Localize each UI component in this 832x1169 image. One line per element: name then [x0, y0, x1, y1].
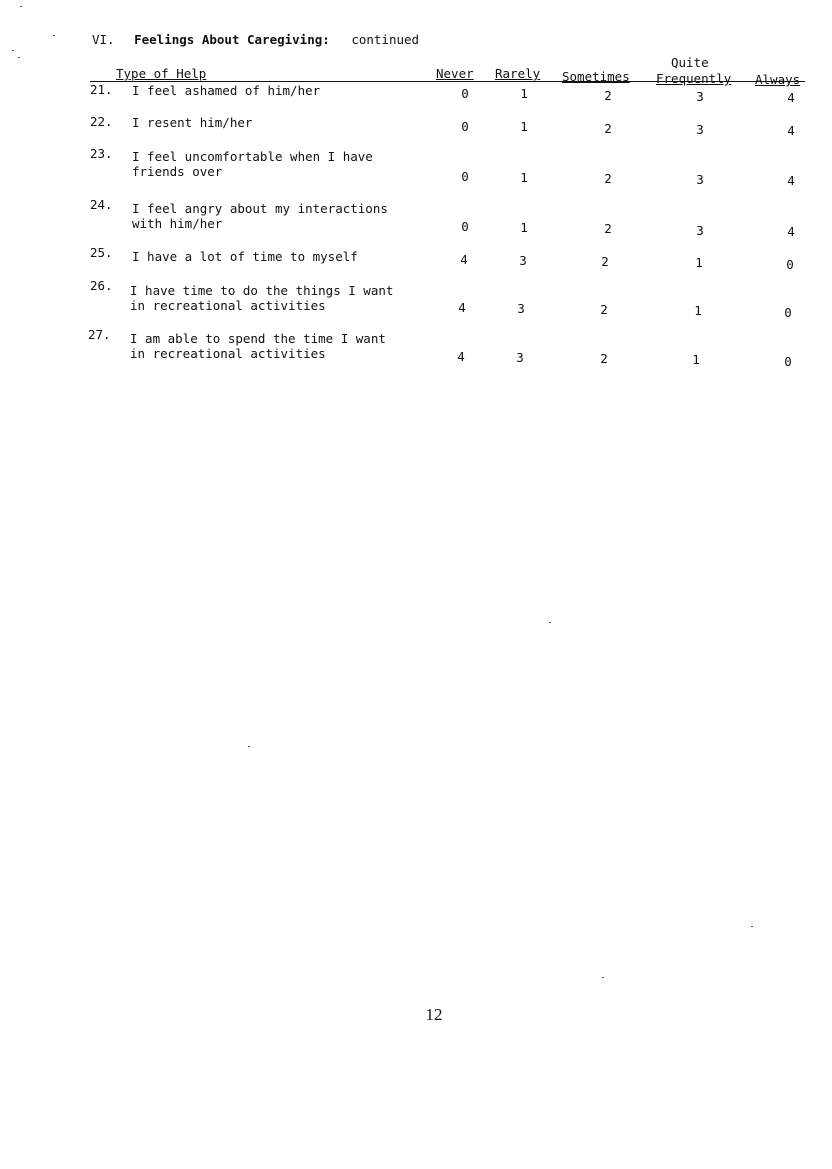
score-rarely: 1 — [520, 86, 528, 101]
score-never: 4 — [460, 252, 468, 267]
section-heading — [92, 32, 419, 47]
score-always: 4 — [787, 123, 795, 138]
item-number: 22. — [90, 114, 113, 129]
score-always: 4 — [787, 173, 795, 188]
score-sometimes: 2 — [604, 121, 612, 136]
score-never: 0 — [461, 86, 469, 101]
score-never: 0 — [461, 119, 469, 134]
score-quite-frequently: 1 — [692, 352, 700, 367]
item-text: I feel ashamed of him/her — [132, 83, 321, 98]
score-rarely: 3 — [517, 301, 525, 316]
scan-speck — [53, 35, 55, 36]
scan-speck — [12, 50, 14, 51]
section-title: Feelings About Caregiving: — [134, 32, 330, 47]
score-never: 0 — [461, 219, 469, 234]
scan-speck — [751, 926, 753, 927]
col-always-header: Always — [755, 72, 801, 87]
section-number: VI. — [92, 32, 115, 47]
score-rarely: 1 — [520, 119, 528, 134]
item-number: 25. — [90, 245, 113, 260]
score-quite-frequently: 3 — [696, 223, 704, 238]
item-text-continued: in recreational activities — [130, 298, 326, 313]
page-number: 12 — [425, 1005, 443, 1024]
item-number: 27. — [88, 327, 111, 342]
score-always: 0 — [784, 305, 792, 320]
item-text: I feel angry about my interactions — [132, 201, 388, 216]
item-text-continued: with him/her — [132, 216, 223, 231]
score-rarely: 3 — [516, 350, 524, 365]
col-rarely-header: Rarely — [495, 66, 541, 81]
score-rarely: 1 — [520, 220, 528, 235]
col-never-header: Never — [436, 66, 474, 81]
score-always: 4 — [787, 224, 795, 239]
col-quite-header: Quite — [671, 55, 709, 70]
item-text: I have time to do the things I want — [130, 283, 394, 298]
item-text: I feel uncomfortable when I have — [132, 149, 373, 164]
score-never: 4 — [458, 300, 466, 315]
score-rarely: 1 — [520, 170, 528, 185]
score-never: 0 — [461, 169, 469, 184]
score-sometimes: 2 — [604, 88, 612, 103]
scan-speck — [248, 746, 250, 747]
score-always: 0 — [784, 354, 792, 369]
score-quite-frequently: 3 — [696, 89, 704, 104]
score-sometimes: 2 — [604, 171, 612, 186]
item-text: I am able to spend the time I want — [130, 331, 386, 346]
item-number: 26. — [90, 278, 113, 293]
header-rule — [90, 81, 805, 82]
item-number: 23. — [90, 146, 113, 161]
item-text-continued: in recreational activities — [130, 346, 326, 361]
score-quite-frequently: 3 — [696, 122, 704, 137]
score-sometimes: 2 — [600, 302, 608, 317]
type-of-help-header: Type of Help — [116, 66, 207, 81]
score-sometimes: 2 — [604, 221, 612, 236]
scan-speck — [18, 57, 20, 58]
col-frequently-header: Frequently — [656, 71, 732, 86]
item-text: I have a lot of time to myself — [132, 249, 358, 264]
scan-speck — [549, 622, 551, 623]
score-quite-frequently: 1 — [694, 303, 702, 318]
score-sometimes: 2 — [600, 351, 608, 366]
score-quite-frequently: 1 — [695, 255, 703, 270]
item-text-continued: friends over — [132, 164, 223, 179]
scan-speck — [602, 977, 604, 978]
score-rarely: 3 — [519, 253, 527, 268]
score-always: 0 — [786, 257, 794, 272]
item-text: I resent him/her — [132, 115, 253, 130]
section-continued: continued — [351, 32, 420, 47]
score-never: 4 — [457, 349, 465, 364]
score-always: 4 — [787, 90, 795, 105]
item-number: 21. — [90, 82, 113, 97]
item-number: 24. — [90, 197, 113, 212]
col-sometimes-header: Sometimes — [562, 69, 630, 84]
score-quite-frequently: 3 — [696, 172, 704, 187]
score-sometimes: 2 — [601, 254, 609, 269]
scan-speck — [20, 6, 22, 7]
